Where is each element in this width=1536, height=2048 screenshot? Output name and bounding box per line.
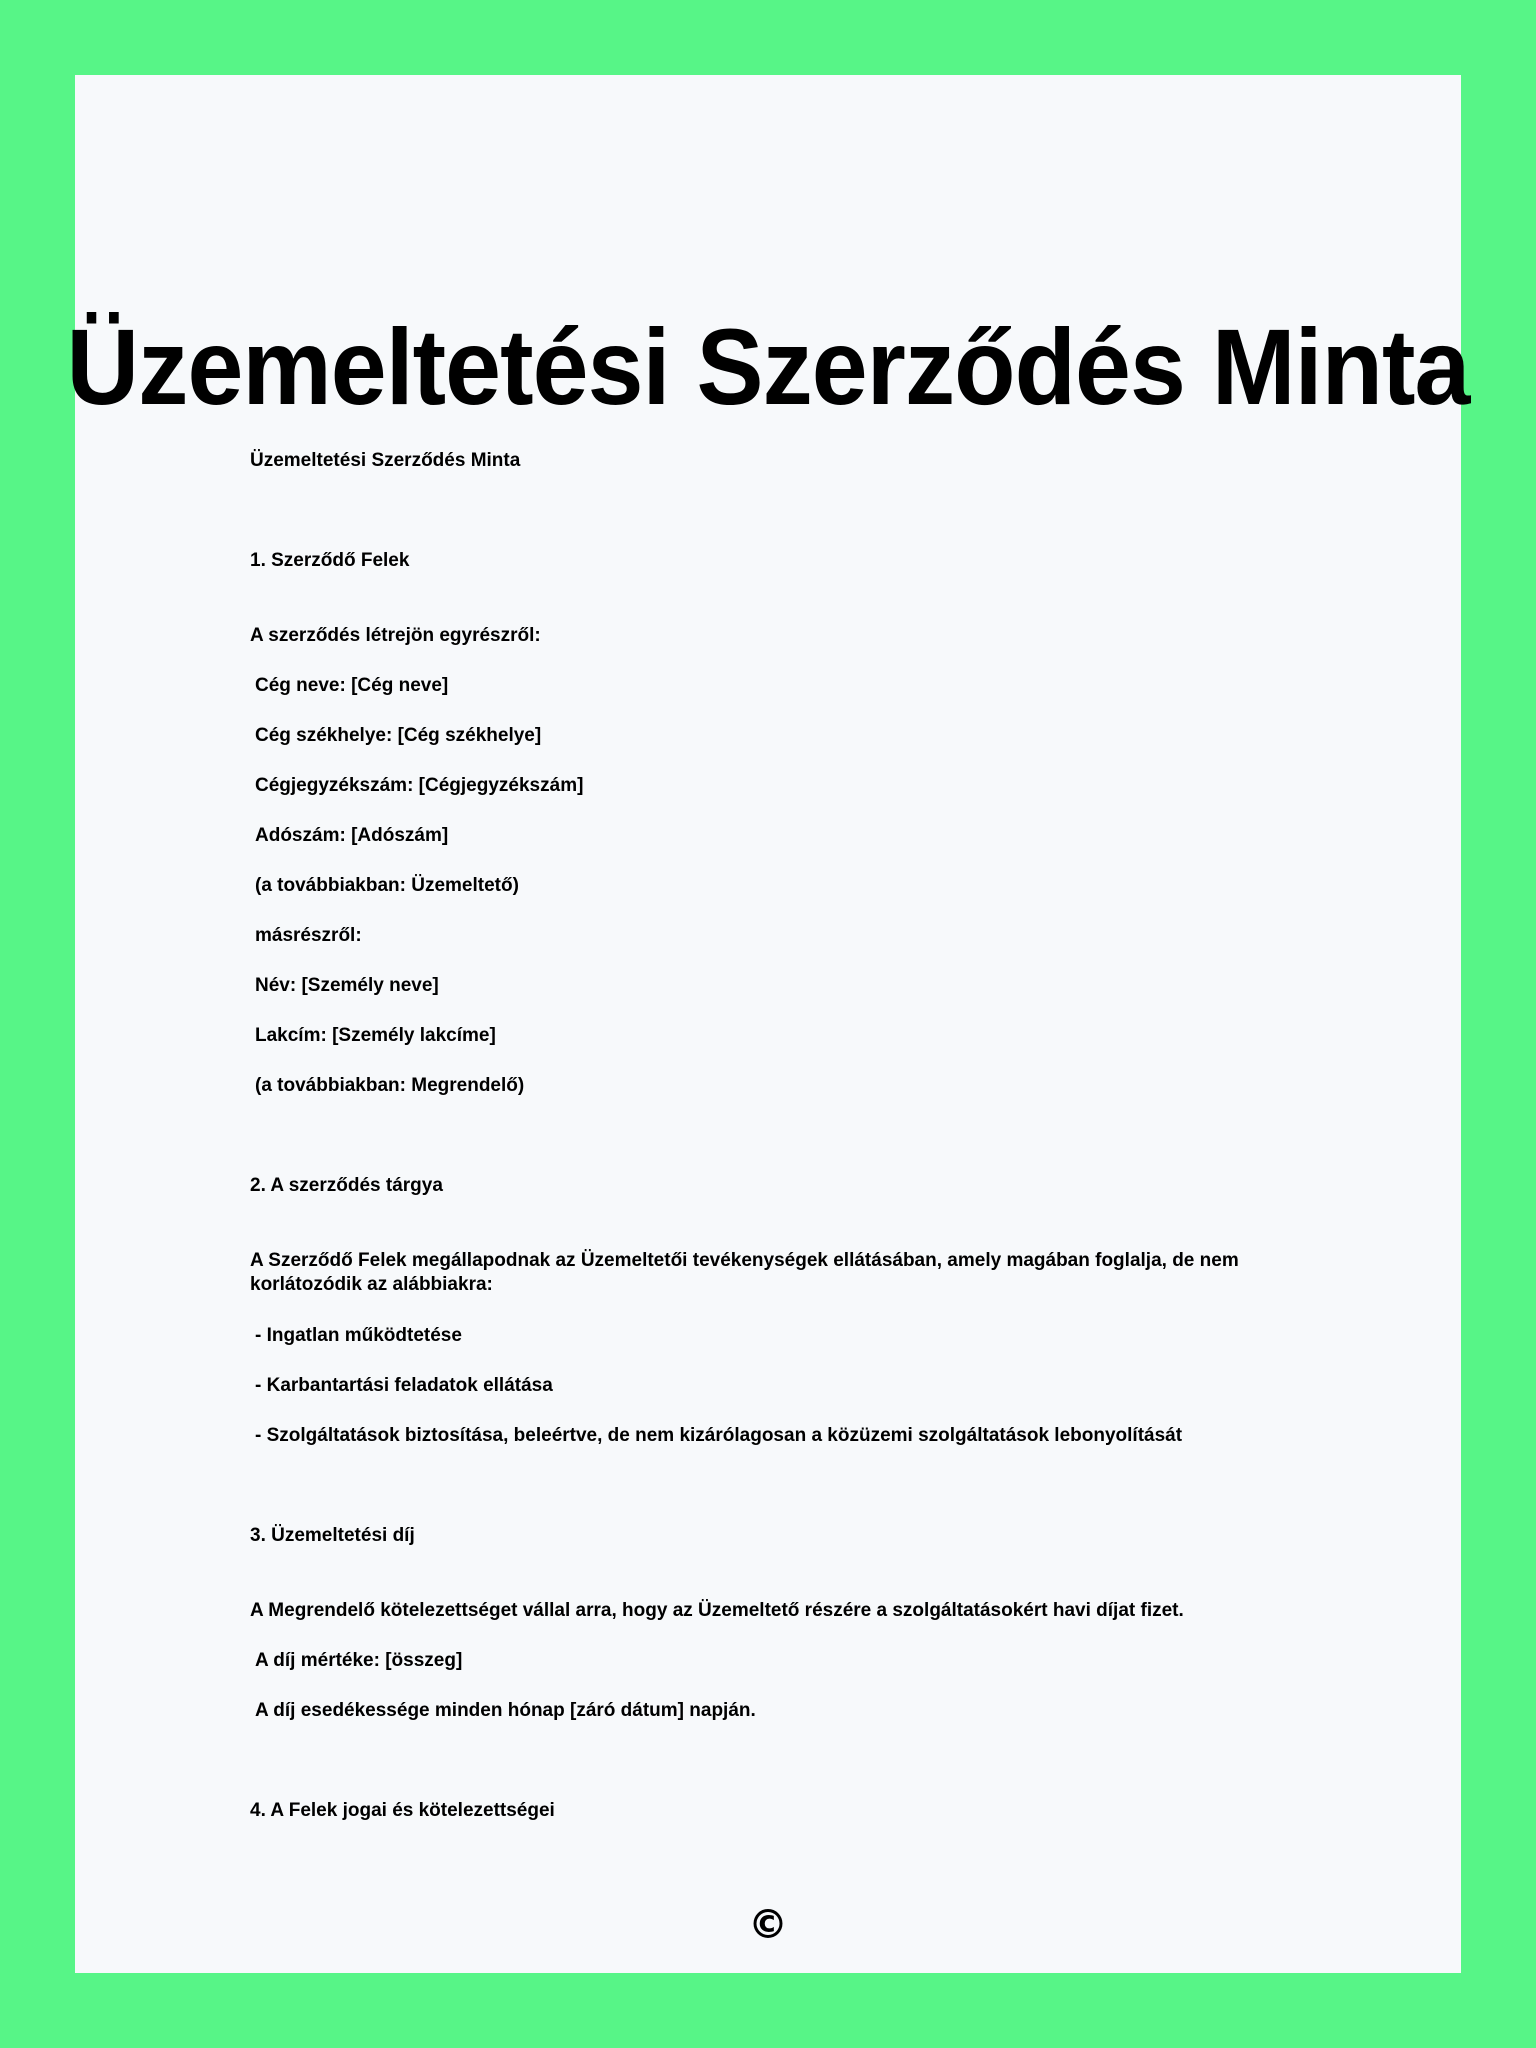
copyright-icon: ©: [748, 1902, 788, 1948]
section-4-heading: 4. A Felek jogai és kötelezettségei: [250, 1800, 555, 1821]
fee-due-line: A díj esedékessége minden hónap [záró dátum] napján.: [255, 1700, 756, 1721]
section-3-heading: 3. Üzemeltetési díj: [250, 1525, 415, 1546]
fee-amount-line: A díj mértéke: [összeg]: [255, 1650, 463, 1671]
list-item: - Ingatlan működtetése: [255, 1325, 462, 1346]
company-seat-line: Cég székhelye: [Cég székhelye]: [255, 725, 542, 746]
person-name-line: Név: [Személy neve]: [255, 975, 439, 996]
tax-number-line: Adószám: [Adószám]: [255, 825, 449, 846]
company-name-line: Cég neve: [Cég neve]: [255, 675, 449, 696]
section-3-paragraph: A Megrendelő kötelezettséget vállal arra, hogy az Üzemeltető részére a szolgáltatásokért havi díjat fizet.: [250, 1600, 1184, 1621]
operator-alias-line: (a továbbiakban: Üzemeltető): [255, 875, 519, 896]
customer-alias-line: (a továbbiakban: Megrendelő): [255, 1075, 525, 1096]
other-party-line: másrészről:: [255, 925, 362, 946]
section-1-intro: A szerződés létrejön egyrészről:: [250, 625, 541, 646]
page-title: Üzemeltetési Szerződés Minta: [66, 306, 1470, 427]
list-item: - Karbantartási feladatok ellátása: [255, 1375, 553, 1396]
section-2-paragraph: A Szerződő Felek megállapodnak az Üzemeltetői tevékenységek ellátásában, amely magában foglalja, de nem korlátozódik az alábbiakra:: [250, 1250, 1239, 1295]
document-page: [66, 75, 1470, 1973]
person-address-line: Lakcím: [Személy lakcíme]: [255, 1025, 496, 1046]
section-2-heading: 2. A szerződés tárgya: [250, 1175, 443, 1196]
doc-heading: Üzemeltetési Szerződés Minta: [250, 450, 521, 471]
section-1-heading: 1. Szerződő Felek: [250, 550, 410, 571]
company-registry-line: Cégjegyzékszám: [Cégjegyzékszám]: [255, 775, 584, 796]
list-item: - Szolgáltatások biztosítása, beleértve, de nem kizárólagosan a közüzemi szolgáltatások lebonyolítását: [255, 1425, 1183, 1446]
